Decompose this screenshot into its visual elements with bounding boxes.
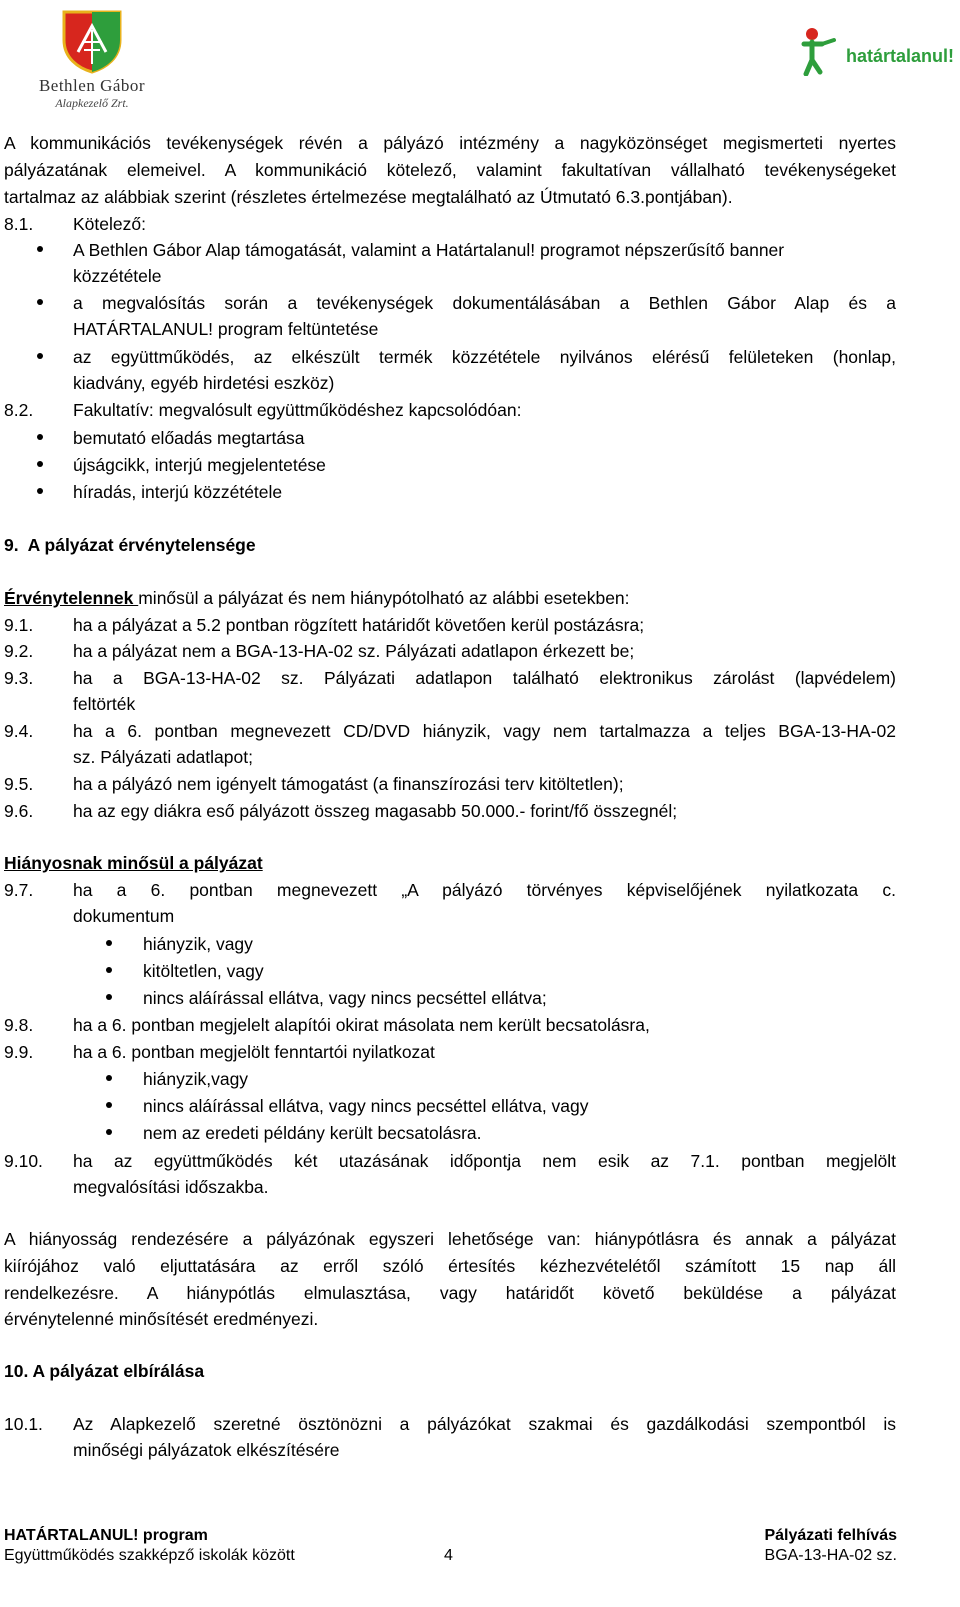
section-title: Fakultatív: megvalósult együttműködéshez kapcsolódóan: [73, 400, 522, 420]
bullet-icon [37, 461, 43, 467]
item-number: 9.1. [4, 615, 34, 635]
bethlen-gabor-logo [22, 6, 162, 110]
item-number: 9.7. [4, 880, 34, 900]
sub-item: kitöltetlen, vagy [143, 961, 264, 981]
section-heading: 9. A pályázat érvénytelensége [4, 535, 256, 555]
intro-line-2: pályázatának elemeivel. A kommunikáció kötelező, valamint fakultatívan vállalható tevékenységeket [4, 160, 896, 180]
lead-emphasis: Érvénytelennek [4, 588, 139, 608]
bullet-icon [106, 994, 112, 1000]
hatartalanul-logo [800, 24, 960, 84]
bullet-icon [106, 1075, 112, 1081]
section-title: Kötelező: [73, 214, 146, 234]
sub-item: nincs aláírással ellátva, vagy nincs pecséttel ellátva, vagy [143, 1096, 589, 1116]
bullet-icon [37, 299, 43, 305]
intro-line-1: A kommunikációs tevékenységek révén a pályázó intézmény a nagyközönséget megismerteti nyertes [4, 133, 896, 153]
list-item: A Bethlen Gábor Alap támogatását, valamint a Határtalanul! programot népszerűsítő banner [73, 240, 785, 260]
item-text: Az Alapkezelő szeretné ösztönözni a pályázókat szakmai és gazdálkodási szempontból is [73, 1414, 896, 1434]
item-number: 9.2. [4, 641, 34, 661]
footer-doc-type: Pályázati felhívás [764, 1527, 897, 1544]
list-item-cont: közzététele [73, 266, 162, 286]
list-item: az együttműködés, az elkészült termék közzététele nyilvános elérésű felületeken (honlap, [73, 347, 896, 367]
item-text: ha a pályázat nem a BGA-13-HA-02 sz. Pályázati adatlapon érkezett be; [73, 641, 635, 661]
shield-emblem-icon [58, 6, 126, 74]
sub-item: nincs aláírással ellátva, vagy nincs pecséttel ellátva; [143, 988, 547, 1008]
item-text-cont: minőségi pályázatok elkészítésére [73, 1440, 340, 1460]
bullet-icon [106, 967, 112, 973]
paragraph-line: rendelkezésre. A hiánypótlás elmulasztása, vagy határidőt követő beküldése a pályázat [4, 1283, 896, 1303]
item-text: ha az együttműködés két utazásának időpontja nem esik az 7.1. pontban megjelölt [73, 1151, 896, 1171]
item-number: 10.1. [4, 1414, 43, 1434]
item-number: 9.6. [4, 801, 34, 821]
sub-item: hiányzik, vagy [143, 934, 253, 954]
bullet-icon [37, 353, 43, 359]
bullet-icon [106, 940, 112, 946]
item-text: ha a 6. pontban megnevezett „A pályázó törvényes képviselőjének nyilatkozata c. [73, 880, 896, 900]
footer-doc-code: BGA-13-HA-02 sz. [764, 1547, 897, 1564]
section-number: 8.1. [4, 214, 34, 234]
bullet-icon [106, 1129, 112, 1135]
page-number: 4 [444, 1547, 453, 1564]
paragraph-line: érvénytelenné minősítését eredményezi. [4, 1309, 319, 1329]
item-number: 9.8. [4, 1015, 34, 1035]
bullet-icon [37, 434, 43, 440]
lead-text: minősül a pályázat és nem hiánypótolható az alábbi esetekben: [138, 588, 630, 608]
item-number: 9.4. [4, 721, 34, 741]
list-item: újságcikk, interjú megjelentetése [73, 455, 326, 475]
item-text: ha a 6. pontban megjelelt alapítói okirat másolata nem került becsatolásra, [73, 1015, 650, 1035]
item-number: 9.9. [4, 1042, 34, 1062]
bullet-icon [106, 1102, 112, 1108]
item-text: ha a pályázó nem igényelt támogatást (a finanszírozási terv kitöltetlen); [73, 774, 624, 794]
logo-subtitle: Alapkezelő Zrt. [55, 96, 129, 110]
sub-item: nem az eredeti példány került becsatolásra. [143, 1123, 482, 1143]
item-text: ha az egy diákra eső pályázott összeg magasabb 50.000.- forint/fő összegnél; [73, 801, 678, 821]
paragraph-line: A hiányosság rendezésére a pályázónak egyszeri lehetősége van: hiánypótlásra és annak a pályázat [4, 1229, 896, 1249]
person-runner-icon [800, 24, 846, 76]
lead-line [4, 587, 630, 609]
section-heading: 10. A pályázat elbírálása [4, 1361, 205, 1381]
item-text: ha a pályázat a 5.2 pontban rögzített határidőt követően kerül postázásra; [73, 615, 645, 635]
bullet-icon [37, 246, 43, 252]
item-number: 9.5. [4, 774, 34, 794]
item-number: 9.3. [4, 668, 34, 688]
item-text-cont: megvalósítási időszakba. [73, 1177, 269, 1197]
list-item-cont: HATÁRTALANUL! program feltüntetése [73, 319, 379, 339]
item-number: 9.10. [4, 1151, 43, 1171]
paragraph-line: kiírójához való eljuttatására az erről szóló értesítés kézhezvételétől számított 15 nap áll [4, 1256, 896, 1276]
item-text-cont: sz. Pályázati adatlapot; [73, 747, 253, 767]
subsection-heading: Hiányosnak minősül a pályázat [4, 853, 263, 873]
footer-subtitle: Együttműködés szakképző iskolák között [4, 1547, 295, 1564]
list-item-cont: kiadvány, egyéb hirdetési eszköz) [73, 373, 335, 393]
list-item: a megvalósítás során a tevékenységek dokumentálásában a Bethlen Gábor Alap és a [73, 293, 896, 313]
logo-title: Bethlen Gábor [38, 76, 146, 95]
bullet-icon [37, 488, 43, 494]
list-item: bemutató előadás megtartása [73, 428, 305, 448]
list-item: híradás, interjú közzététele [73, 482, 283, 502]
section-number: 8.2. [4, 400, 34, 420]
item-text: ha a BGA-13-HA-02 sz. Pályázati adatlapon található elektronikus zárolást (lapvédelem) [73, 668, 896, 688]
footer-program: HATÁRTALANUL! program [4, 1527, 208, 1544]
logo-text: határtalanul! [846, 46, 955, 66]
intro-line-3: tartalmaz az alábbiak szerint (részletes értelmezése megtalálható az Útmutató 6.3.pontjában). [4, 187, 733, 207]
item-text-cont: dokumentum [73, 906, 175, 926]
item-text: ha a 6. pontban megnevezett CD/DVD hiányzik, vagy nem tartalmazza a teljes BGA-13-HA-02 [73, 721, 896, 741]
sub-item: hiányzik,vagy [143, 1069, 249, 1089]
item-text: ha a 6. pontban megjelölt fenntartói nyilatkozat [73, 1042, 435, 1062]
item-text-cont: feltörték [73, 694, 136, 714]
